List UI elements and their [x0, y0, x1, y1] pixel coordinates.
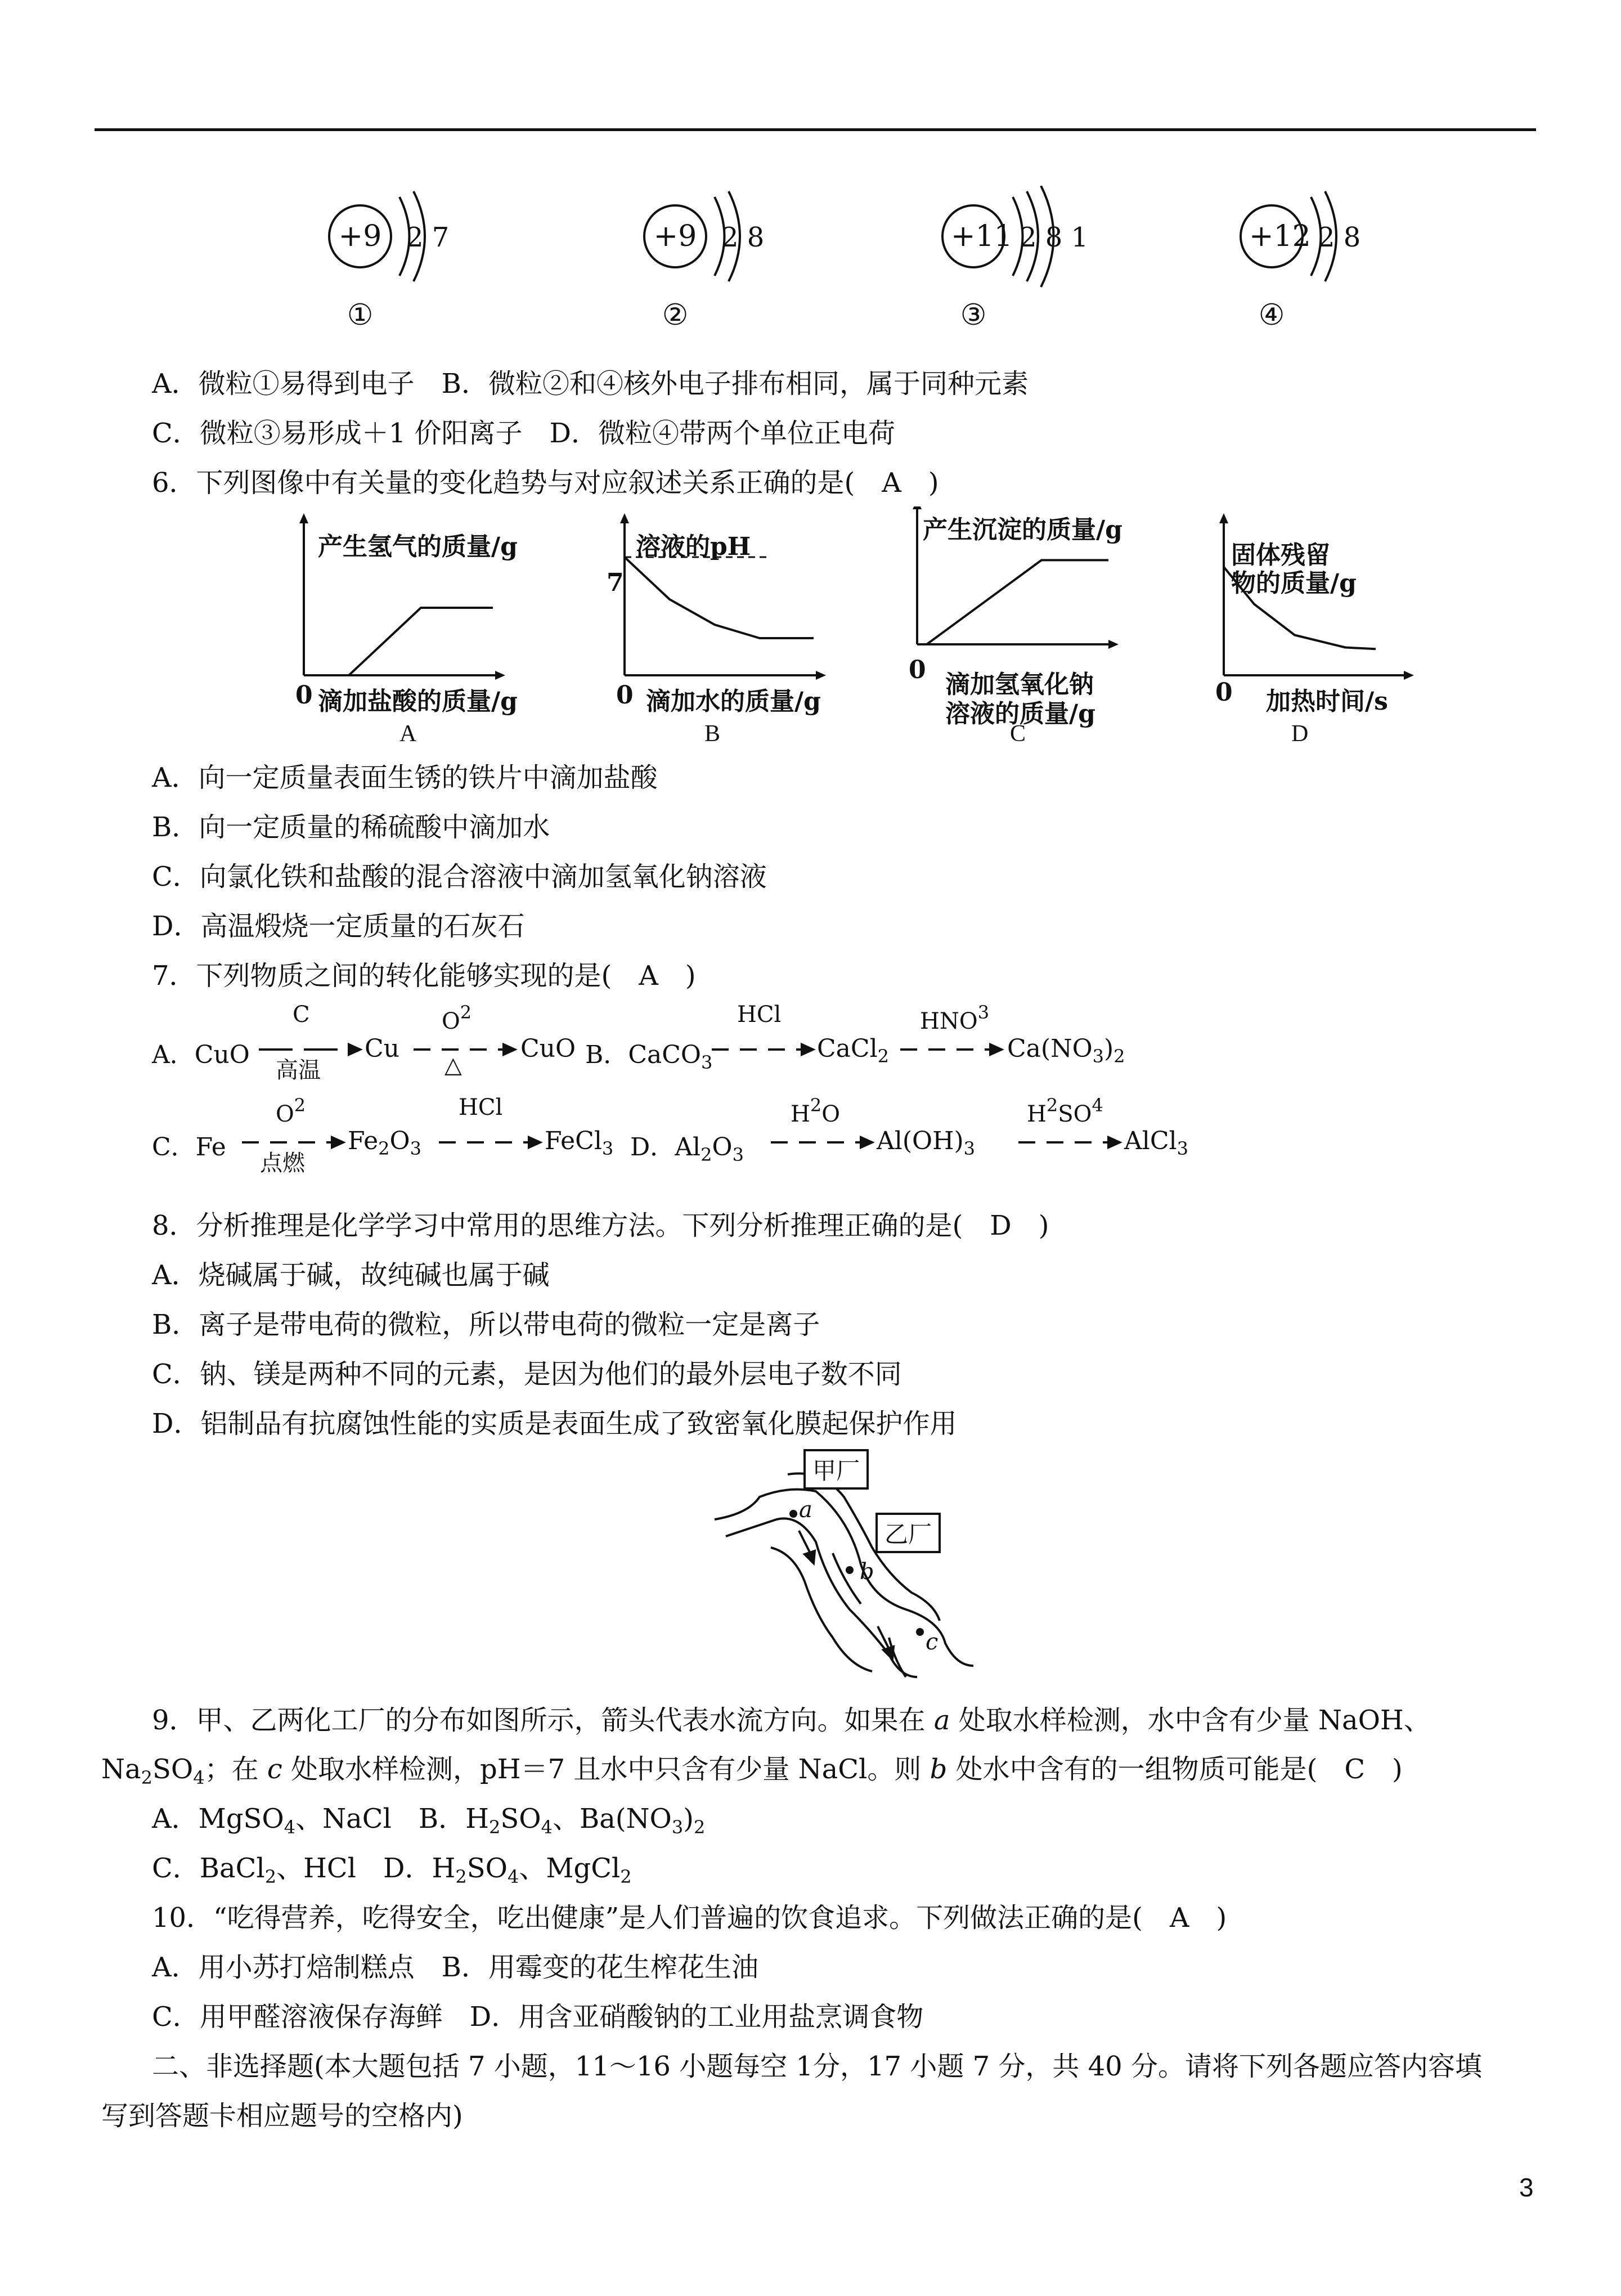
atom-2-electrons: 2 8 — [721, 222, 765, 253]
q7-b-start: B．CaCO$_3$ — [585, 1041, 713, 1073]
q7-c-cond1-bot: 点燃 — [260, 1150, 305, 1176]
q7-d-mid: $Al(OH)_3$ — [877, 1127, 975, 1159]
graph-b-x-arrow — [816, 671, 826, 680]
atom-1-label: ① — [347, 298, 374, 332]
graph-b-y-arrow — [620, 513, 629, 523]
q9-options-ab: A．MgSO$_4$、NaCl B．$H_2SO_4$、$Ba(NO_3)_2$ — [152, 1803, 706, 1838]
atom-3-nucleus: +11 — [951, 219, 1013, 253]
graph-d-y-arrow — [1219, 513, 1228, 523]
graph-b-origin: 0 — [616, 681, 634, 710]
graph-c-y-arrow — [913, 506, 922, 509]
q7-b-mid: CaCl$_2$ — [817, 1034, 889, 1067]
q7-a-mid: Cu — [365, 1034, 400, 1063]
atom-2-label: ② — [662, 298, 689, 332]
atom-diagrams — [315, 186, 1384, 343]
river-point-c: c — [926, 1629, 939, 1655]
graph-d-xlabel: 加热时间/s — [1266, 687, 1388, 716]
q8-option-a: A．烧碱属于碱，故纯碱也属于碱 — [152, 1259, 550, 1291]
q7-a-end: CuO — [520, 1034, 576, 1063]
q10-options-line2: C．用甲醛溶液保存海鲜 D．用含亚硝酸钠的工业用盐烹调食物 — [152, 2001, 924, 2033]
q7-a-start: A．CuO — [152, 1041, 250, 1069]
q7-c-cond1-sup: 2 — [294, 1095, 306, 1116]
graph-d-ylabel2: 物的质量/g — [1231, 569, 1357, 598]
graph-d-ylabel: 固体残留 — [1231, 541, 1330, 569]
graph-a-xlabel: 滴加盐酸的质量/g — [318, 687, 518, 716]
q7-d-cond1-top: H — [791, 1101, 810, 1127]
q7-a-cond1-bot: 高温 — [276, 1057, 321, 1083]
graph-a-ylabel: 产生氢气的质量/g — [318, 532, 518, 561]
graph-a-y-arrow — [299, 513, 308, 523]
q7-a-cond2-sup: 2 — [460, 1002, 472, 1023]
q10-stem: 10．“吃得营养，吃得安全，吃出健康”是人们普遍的饮食追求。下列做法正确的是( A ) — [152, 1902, 1227, 1934]
q9-line2: $Na_2SO_4$；在 c 处取水样检测，pH＝7 且水中只含有少量 NaCl。则 b 处水中含有的一组物质可能是( C ) — [101, 1754, 1403, 1788]
q7-stem: 7．下列物质之间的转化能够实现的是( A ) — [152, 960, 696, 992]
q7-a-cond2-bot: △ — [444, 1052, 462, 1078]
q8-option-c: C．钠、镁是两种不同的元素，是因为他们的最外层电子数不同 — [152, 1358, 902, 1390]
graph-b-curve — [625, 557, 814, 638]
section2-line1: 二、非选择题(本大题包括 7 小题，11～16 小题每空 1分，17 小题 7 分，共 40 分。请将下列各题应答内容填 — [152, 2051, 1482, 2082]
graph-c-line — [917, 560, 1108, 644]
q7-d-end: AlCl$_3$ — [1124, 1127, 1188, 1159]
q7-c-end: FeCl$_3$ — [545, 1127, 614, 1159]
graph-b-ylabel: 溶液的pH — [636, 532, 751, 561]
q7-a-cond1-top: C — [293, 1002, 310, 1028]
q7-d-start: D．$Al_2O_3$ — [630, 1133, 744, 1165]
atom-4-electrons: 2 8 — [1318, 222, 1361, 253]
river-point-a: a — [799, 1497, 812, 1523]
q7-b-cond1-top: HCl — [737, 1002, 782, 1028]
q6-option-b: B．向一定质量的稀硫酸中滴加水 — [152, 811, 550, 843]
q8-option-d: D．铝制品有抗腐蚀性能的实质是表面生成了致密氧化膜起保护作用 — [152, 1408, 957, 1440]
q7-c-mid: $Fe_2O_3$ — [348, 1127, 421, 1159]
graph-d-caption: D — [1291, 721, 1309, 747]
q7-c-cond1-top: O — [276, 1101, 294, 1127]
q6-option-d: D．高温煅烧一定质量的石灰石 — [152, 911, 525, 942]
factory-jia-label: 甲厂 — [803, 1449, 869, 1490]
atom-4-label: ④ — [1258, 298, 1285, 332]
q6-stem: 6．下列图像中有关量的变化趋势与对应叙述关系正确的是( A ) — [152, 467, 939, 499]
graph-a-line — [304, 608, 493, 675]
graph-c-ylabel: 产生沉淀的质量/g — [923, 515, 1122, 544]
q7-c-start: C．Fe — [152, 1133, 226, 1162]
factory-yi-label: 乙厂 — [875, 1513, 941, 1553]
q7-c-cond2-top: HCl — [459, 1095, 503, 1120]
q7-a-cond2-top: O — [442, 1008, 460, 1034]
q6-graphs — [0, 506, 1621, 760]
section2-line2: 写到答题卡相应题号的空格内) — [101, 2100, 463, 2132]
atom-1-electrons: 2 7 — [406, 222, 450, 253]
q7-b-cond2-sup: 3 — [977, 1002, 990, 1023]
graph-b-ref: 7 — [607, 568, 624, 597]
q8-stem: 8．分析推理是化学学习中常用的思维方法。下列分析推理正确的是( D ) — [152, 1210, 1049, 1241]
q9-line1: 9．甲、乙两化工厂的分布如图所示，箭头代表水流方向。如果在 a 处取水样检测，水中含有少量 NaOH、 — [152, 1705, 1431, 1736]
river-point-b: b — [860, 1559, 874, 1585]
q5-options-line1: A．微粒①易得到电子 B．微粒②和④核外电子排布相同，属于同种元素 — [152, 368, 1029, 400]
atom-1-nucleus: +9 — [338, 219, 382, 253]
q9-options-cd: C．BaCl$_2$、HCl D．$H_2SO_4$、MgCl$_2$ — [152, 1853, 632, 1887]
q10-options-line1: A．用小苏打焙制糕点 B．用霉变的花生榨花生油 — [152, 1952, 758, 1983]
graph-c-origin: 0 — [909, 656, 926, 684]
graph-a-caption: A — [399, 721, 417, 747]
atom-3-label: ③ — [960, 298, 987, 332]
q8-option-b: B．离子是带电荷的微粒，所以带电荷的微粒一定是离子 — [152, 1309, 820, 1340]
graph-c-caption: C — [1010, 721, 1026, 747]
q5-options-line2: C．微粒③易形成＋1 价阳离子 D．微粒④带两个单位正电荷 — [152, 418, 896, 449]
graph-c-xlabel: 滴加氢氧化钠 — [945, 670, 1094, 699]
q6-option-c: C．向氯化铁和盐酸的混合溶液中滴加氢氧化钠溶液 — [152, 861, 767, 893]
graph-d-x-arrow — [1404, 671, 1414, 680]
q7-b-cond2-top: HNO — [920, 1008, 978, 1034]
q7-b-end: $Ca(NO_3)_2$ — [1007, 1034, 1125, 1067]
graph-d-origin: 0 — [1215, 678, 1233, 707]
atom-2-nucleus: +9 — [653, 219, 697, 253]
page-number: 3 — [1519, 2173, 1534, 2202]
atom-3-electrons: 2 8 1 — [1020, 222, 1089, 253]
graph-c-xlabel2: 溶液的质量/g — [945, 699, 1095, 728]
graph-b-caption: B — [704, 721, 721, 747]
q7-d-cond2-top: H — [1027, 1101, 1047, 1127]
q7-arrows — [0, 1002, 1621, 1154]
graph-b-xlabel: 滴加水的质量/g — [646, 687, 821, 716]
graph-a-origin: 0 — [295, 681, 313, 710]
q6-option-a: A．向一定质量表面生锈的铁片中滴加盐酸 — [152, 762, 658, 793]
graph-a-x-arrow — [495, 671, 505, 680]
graph-c-x-arrow — [1108, 640, 1119, 649]
header-rule — [95, 128, 1536, 131]
atom-4-nucleus: +12 — [1249, 219, 1311, 253]
